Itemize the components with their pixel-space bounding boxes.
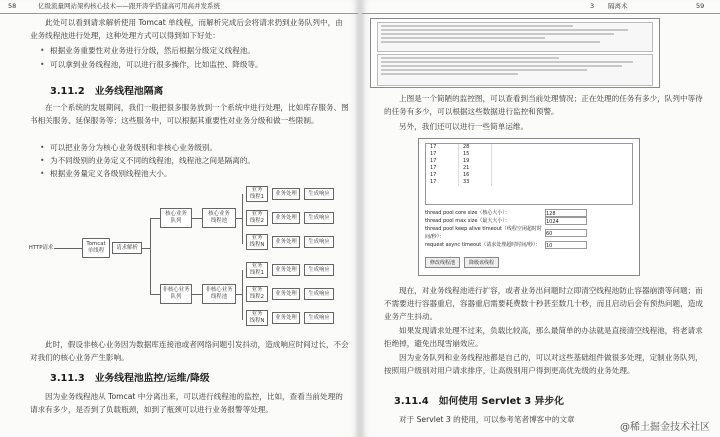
form-buttons <box>425 257 499 268</box>
right-last-line: 对于 Servlet 3 的使用，可以参考笔者博客中的文章 <box>399 415 575 424</box>
form-label: thread pool keep alive timeout（线程空闲超时时间/秒）： <box>425 226 542 240</box>
right-paragraph: 上图是一个简陋的监控图，可以查看到当前处理情况；正在处理的任务有多少，队列中等待的任务有多少，可以根据这些数据进行监控和预警。 <box>384 94 703 116</box>
left-header-title: 亿级流量网站架构核心技术——跟开涛学搭建高可用高并发系统 <box>38 2 220 10</box>
business-thread-box: 业务 线程1 <box>246 186 268 202</box>
tomcat-thread-box: Tomcat 单线程 <box>82 238 110 258</box>
left-page <box>0 0 358 437</box>
business-thread-box: 业务 线程1 <box>246 262 268 278</box>
form-label: thread pool max size（最大大小）： <box>425 218 510 224</box>
process-box: 业务处理 <box>272 312 300 324</box>
benefit-item: • 可以拿到业务线程池，可以进行很多操作，比如监控、降级等。 <box>38 58 358 71</box>
bullet-item: • 根据业务量定义各级别线程池大小。 <box>38 167 358 180</box>
form-label: request async timeout（请求处理超时时间/秒）： <box>425 242 541 248</box>
business-thread-box: 业务 线程N <box>246 234 268 250</box>
table-row: 17 16 <box>426 172 632 179</box>
left-page-number: 58 <box>8 2 17 10</box>
terminal-output <box>377 54 653 86</box>
section-number: 3.11.2 <box>50 86 85 97</box>
right-paragraph: 另外，我们还可以进行一些简单运维。 <box>399 122 529 131</box>
process-box: 业务处理 <box>272 236 300 248</box>
section-number: 3.11.3 <box>50 373 85 384</box>
right-page-header <box>362 0 720 14</box>
terminal-output <box>377 22 653 52</box>
business-thread-box: 业务 线程2 <box>246 286 268 302</box>
process-box: 业务处理 <box>272 212 300 224</box>
right-page-number: 59 <box>696 2 705 10</box>
response-box: 生成响应 <box>304 264 334 276</box>
section-paragraph: 在一个系统的发展期间，我们一般把很多服务放到一个系统中进行处理，比如库存服务、图书相关服务、延保服务等；这些服务中，可以根据其重要性对业务分级和做一些限制。 <box>30 103 349 125</box>
modify-pool-button[interactable]: 修改线程池 <box>425 257 460 268</box>
section-title: 业务线程池隔离 <box>94 86 164 97</box>
after-diagram-paragraph: 此时，假设非核心业务因为数据库连接池或者网络问题引发抖动，造成响应时间过长，不会对我们的核心业务产生影响。 <box>30 340 349 362</box>
table-row: 17 33 <box>426 179 632 186</box>
right-page <box>362 0 720 437</box>
core-pool-box: 核心业务 线程池 <box>202 208 236 228</box>
right-paragraph: 因为业务队列和业务线程池都是自己的，可以对这些基础组件做很多处理，定制业务队列，按照用户级别对用户请求排序，让高级别用户得到更高优先级的业务处理。 <box>384 353 703 375</box>
right-paragraph: 如果发现请求处理不过来，负载比较高，那么最简单的办法就是直接清空线程池，将老请求拒绝掉，避免出现雪崩效应。 <box>384 326 703 348</box>
left-page-header <box>0 0 358 14</box>
connector <box>150 294 160 295</box>
connector <box>192 294 202 295</box>
benefit-item: • 根据业务重要性对业务进行分级，然后根据分级定义线程池。 <box>38 44 358 57</box>
response-box: 生成响应 <box>304 236 334 248</box>
business-thread-box: 业务 线程2 <box>246 210 268 226</box>
bullet-item: • 为不同级别的业务定义不同的线程池，线程池之间是隔离的。 <box>38 154 358 167</box>
process-box: 业务处理 <box>272 264 300 276</box>
intro-paragraph: 此处可以看到请求解析使用 Tomcat 单线程，而解析完成后会将请求扔到业务队列中，由业务线程池进行处理，这种处理方式可以得到如下好处： <box>30 18 343 40</box>
max-size-input[interactable]: 1024 <box>545 217 587 225</box>
right-paragraph: 现在，对业务线程池进行扩容，或者业务出问题时立即清空线程池防止容器崩溃等问题；而不需要进行容器重启，容器重启需要耗费数十秒甚至数几十秒，而且启动后会有预热问题，造成业务产生抖动。 <box>384 286 703 321</box>
section-heading <box>394 395 564 409</box>
chapter-title: 隔离术 <box>608 2 628 10</box>
process-box: 业务处理 <box>272 188 300 200</box>
degrade-thread-button[interactable]: 降级该线程 <box>464 257 499 268</box>
async-timeout-input[interactable]: 10 <box>545 241 587 249</box>
connector <box>150 218 160 219</box>
watermark: @稀土掘金技术社区 <box>620 422 710 433</box>
keepalive-input[interactable]: 60 <box>545 229 587 237</box>
request-parse-box: 请求解析 <box>112 242 142 254</box>
response-box: 生成响应 <box>304 212 334 224</box>
thread-pool-diagram <box>26 184 346 344</box>
connector <box>242 270 243 320</box>
section-number: 3.11.4 <box>394 396 429 407</box>
connector <box>192 218 202 219</box>
section-heading <box>50 372 210 386</box>
noncore-queue-box: 非核心业务 队列 <box>160 284 192 304</box>
table-row: 17 15 <box>426 151 632 158</box>
section-paragraph: 因为业务线程池从 Tomcat 中分离出来，可以进行线程池的监控，比如，查看当前处理的请求有多少，是否到了负载瓶颈，如到了瓶颈可以进行业务报警等处理。 <box>30 392 343 414</box>
table-row: 17 28 <box>426 144 632 151</box>
ops-screenshot <box>418 138 640 276</box>
connector <box>242 194 243 244</box>
noncore-pool-box: 非核心业务 线程池 <box>202 284 236 304</box>
response-box: 生成响应 <box>304 288 334 300</box>
core-queue-box: 核心业务 队列 <box>160 208 192 228</box>
connector <box>54 248 82 249</box>
section-heading <box>50 85 163 99</box>
business-thread-box: 业务 线程N <box>246 310 268 326</box>
response-box: 生成响应 <box>304 188 334 200</box>
form-label: thread pool core size（核心大小）： <box>425 210 510 216</box>
chapter-number: 3 <box>590 2 595 10</box>
section-title: 如何使用 Servlet 3 异步化 <box>438 396 564 407</box>
monitor-screenshot <box>370 18 660 88</box>
bullet-item: • 可以把业务分为核心业务级别和非核心业务级别。 <box>38 141 358 154</box>
table-row: 17 21 <box>426 165 632 172</box>
connector <box>142 248 150 249</box>
section-title: 业务线程池监控/运维/降级 <box>94 373 210 384</box>
process-box: 业务处理 <box>272 288 300 300</box>
core-size-input[interactable]: 128 <box>545 209 587 217</box>
connector <box>150 218 151 294</box>
thread-table <box>425 143 633 205</box>
response-box: 生成响应 <box>304 312 334 324</box>
http-request-label: HTTP请求 <box>28 244 54 251</box>
table-row: 17 19 <box>426 158 632 165</box>
pool-config-form <box>425 209 633 249</box>
